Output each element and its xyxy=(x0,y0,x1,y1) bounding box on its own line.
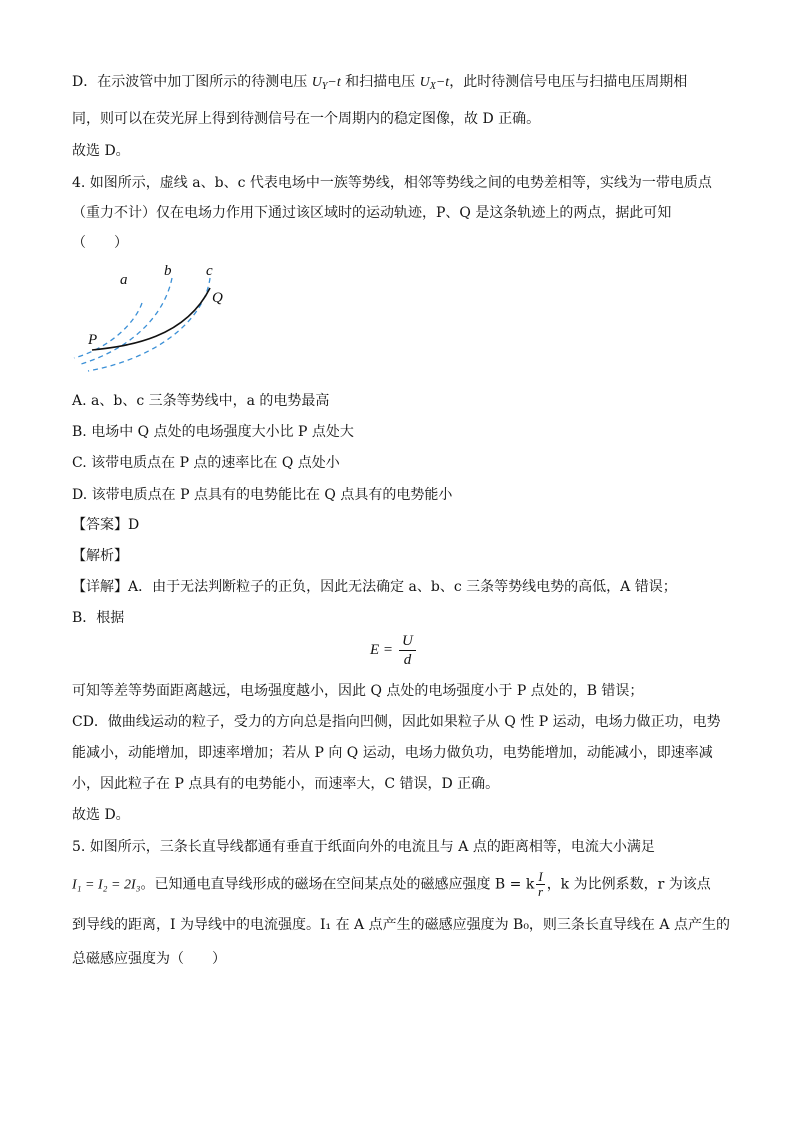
q4-stem-line1: 4. 如图所示，虚线 a、b、c 代表电场中一族等势线，相邻等势线之间的电势差相等，实线为一带电质点 xyxy=(72,175,712,191)
analysis-label: 【解析】 xyxy=(72,548,128,564)
label-q: Q xyxy=(212,290,223,306)
current-relation: I₁ = I₂ = 2I₃ xyxy=(72,877,141,893)
label-c: c xyxy=(206,263,213,279)
detail-b2: 可知等差等势面距离越远，电场强度越小，因此 Q 点处的电场强度小于 P 点处的，B 错误； xyxy=(72,683,644,699)
q4-option-b: B. 电场中 Q 点处的电场强度大小比 P 点处大 xyxy=(72,424,354,440)
field-strength-formula: E = $\frac{U}{d}$ xyxy=(370,632,416,669)
detail-cd-3: 小，因此粒子在 P 点具有的电势能小，而速率大，C 错误，D 正确。 xyxy=(72,776,500,792)
answer-label: 【答案】D xyxy=(72,517,140,533)
q4-option-a: A. a、b、c 三条等势线中，a 的电势最高 xyxy=(72,393,330,409)
detail-cd-2: 能减小，动能增加，即速率增加；若从 P 向 Q 运动，电场力做负功，电势能增加，动能减小，即速率减 xyxy=(72,745,713,761)
label-a: a xyxy=(120,272,128,288)
equipotential-line-a xyxy=(74,303,142,358)
prev-option-d-line2: 同，则可以在荧光屏上得到待测信号在一个周期内的稳定图像，故 D 正确。 xyxy=(72,111,541,127)
ux-symbol: $U_X$ xyxy=(419,75,436,92)
q5-stem-line3: 到导线的距离，I 为导线中的电流强度。I₁ 在 A 点产生的磁感应强度为 B₀，则三条长直导线在 A 点产生的 xyxy=(72,917,730,933)
q4-option-c: C. 该带电质点在 P 点的速率比在 Q 点处小 xyxy=(72,455,340,471)
label-b: b xyxy=(164,263,172,279)
detail-cd-1: CD．做曲线运动的粒子，受力的方向总是指向凹侧，因此如果粒子从 Q 性 P 运动，电场力做正功，电势 xyxy=(72,714,721,730)
equipotential-line-c xyxy=(88,278,210,371)
equipotential-line-b xyxy=(78,278,172,365)
q4-stem-line3: （ ） xyxy=(72,235,128,251)
prev-option-d-line1: D．在示波管中加丁图所示的待测电压 $U_Y-t$ 和扫描电压 $U_X-t$，此时待测信号电压与扫描电压周期相 xyxy=(72,74,688,92)
detail-b: B．根据 xyxy=(72,610,125,626)
q5-stem-line1: 5. 如图所示，三条长直导线都通有垂直于纸面向外的电流且与 A 点的距离相等，电流大小满足 xyxy=(72,839,655,855)
q4-stem-line2: （重力不计）仅在电场力作用下通过该区域时的运动轨迹，P、Q 是这条轨迹上的两点，据此可知 xyxy=(72,205,672,221)
prev-conclusion: 故选 D。 xyxy=(72,143,130,159)
equipotential-figure xyxy=(60,258,240,373)
trajectory-curve xyxy=(92,288,210,350)
detail-conclusion: 故选 D。 xyxy=(72,807,130,823)
b-formula-fraction: $\frac{I}{r}$ xyxy=(537,869,544,899)
uy-symbol: $U_Y$ xyxy=(311,75,328,92)
q5-stem-line2: I₁ = I₂ = 2I₃。已知通电直导线形成的磁场在空间某点处的磁感应强度 B = k $\frac{I}{r}$ ，k 为比例系数，r 为该点 xyxy=(72,869,711,899)
q4-option-d: D. 该带电质点在 P 点具有的电势能比在 Q 点具有的电势能小 xyxy=(72,487,453,503)
q5-stem-line4: 总磁感应强度为（ ） xyxy=(72,951,226,967)
label-p: P xyxy=(88,332,98,348)
detail-a: 【详解】A．由于无法判断粒子的正负，因此无法确定 a、b、c 三条等势线电势的高低，A 错误； xyxy=(72,579,677,595)
